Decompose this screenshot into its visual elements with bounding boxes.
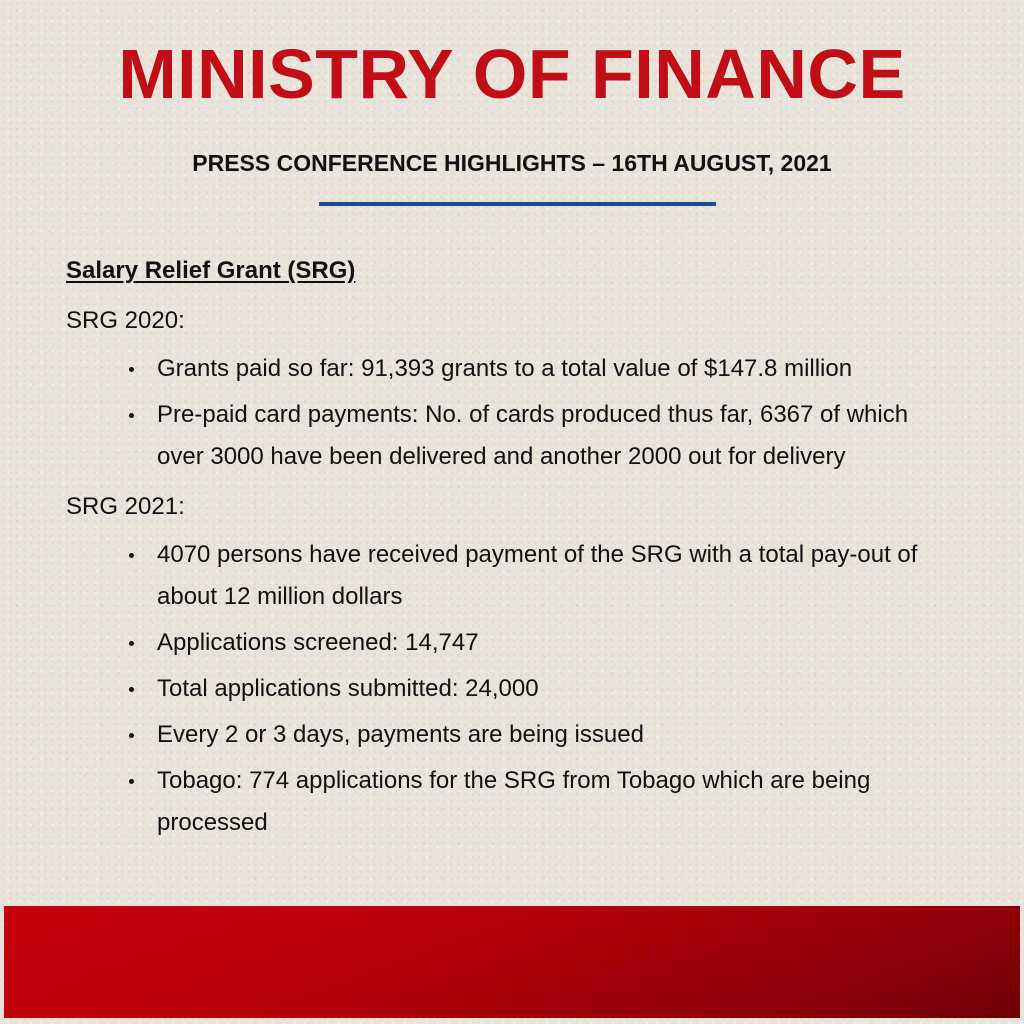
page-title: MINISTRY OF FINANCE <box>118 35 906 113</box>
list-item: Tobago: 774 applications for the SRG from Tobago which are being processed <box>157 760 966 844</box>
list-item: 4070 persons have received payment of the SRG with a total pay-out of about 12 million dollars <box>157 534 966 618</box>
bullet-list-srg-2021 <box>66 534 966 844</box>
bullet-list-srg-2020 <box>66 348 966 478</box>
list-item: Applications screened: 14,747 <box>157 622 966 664</box>
list-item: Pre-paid card payments: No. of cards produced thus far, 6367 of which over 3000 have been delivered and another 2000 out for delivery <box>157 394 966 478</box>
list-item: Every 2 or 3 days, payments are being issued <box>157 714 966 756</box>
content-body <box>66 250 966 852</box>
section-heading: Salary Relief Grant (SRG) <box>66 257 356 284</box>
list-item: Total applications submitted: 24,000 <box>157 668 966 710</box>
page-subtitle: PRESS CONFERENCE HIGHLIGHTS – 16TH AUGUST, 2021 <box>192 150 832 176</box>
title-divider <box>319 202 716 206</box>
list-item: Grants paid so far: 91,393 grants to a total value of $147.8 million <box>157 348 966 390</box>
group-label-srg-2021: SRG 2021: <box>66 493 185 520</box>
footer-band <box>4 906 1020 1018</box>
group-label-srg-2020: SRG 2020: <box>66 307 185 334</box>
